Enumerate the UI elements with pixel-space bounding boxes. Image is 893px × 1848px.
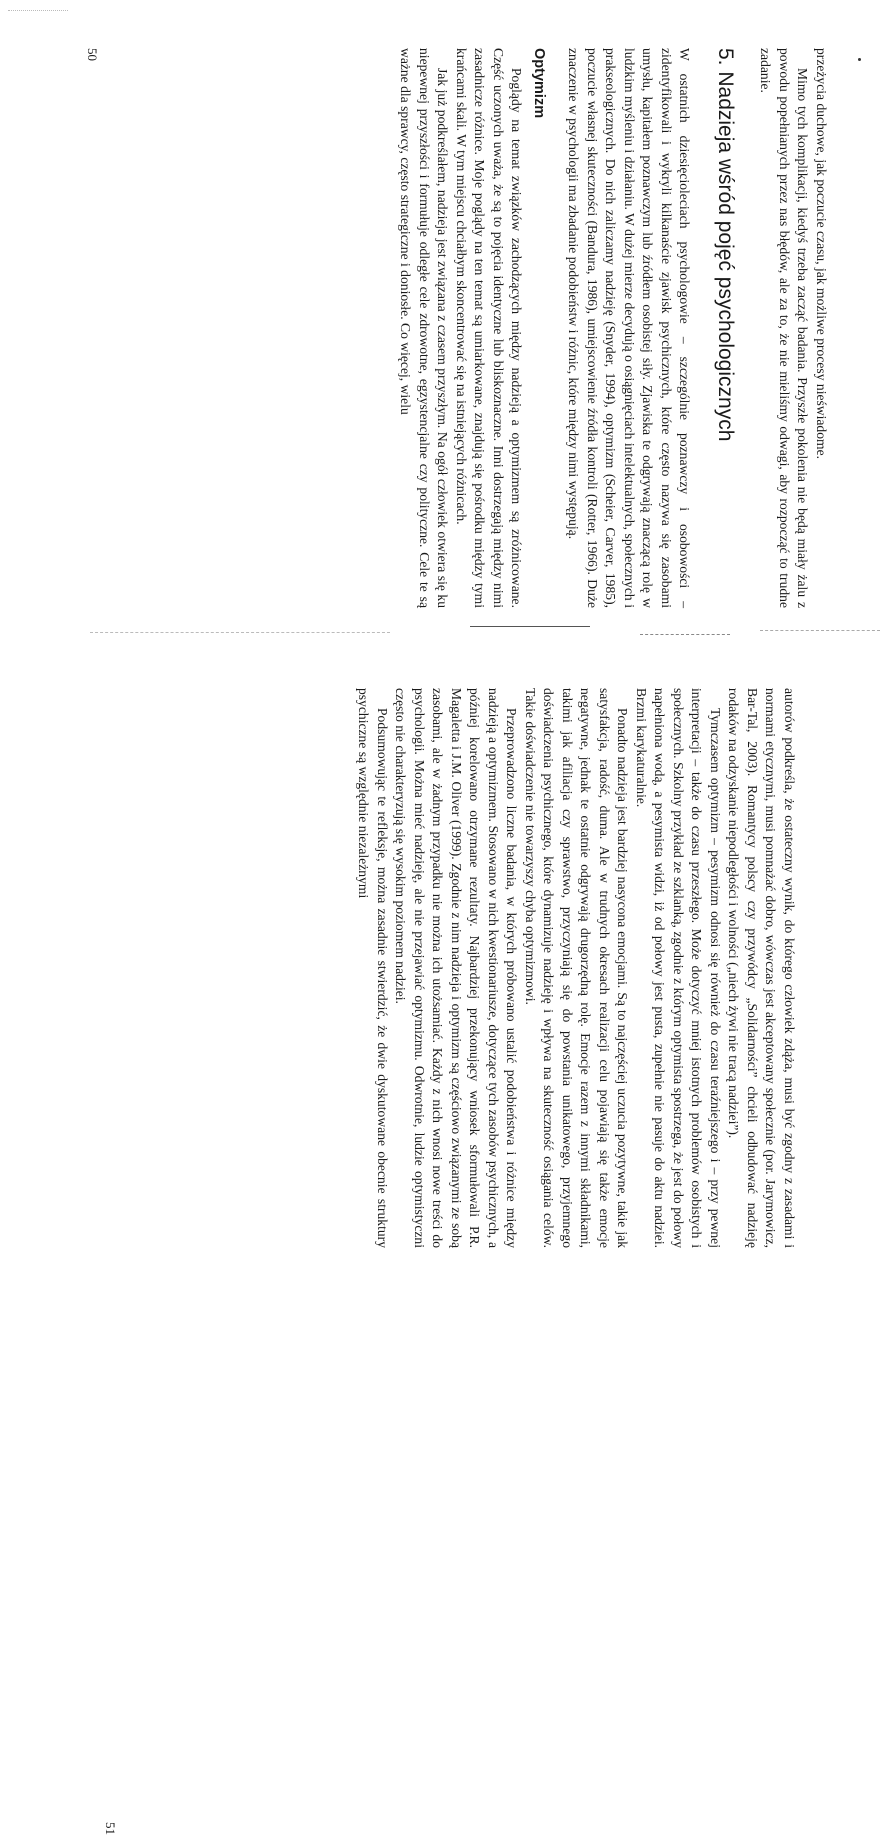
paragraph: przeżycia duchowe, jak poczucie czasu, jak możliwe procesy nieświadome. bbox=[814, 48, 829, 460]
page-text-column bbox=[354, 688, 798, 1248]
paragraph: W ostatnich dziesięcioleciach psychologowie – szczególnie poznawczy i osobowości – zidentyfikowali i wykryli kilkanaście zjawisk psychicznych, które często nazywa się zasobami umysłu, kapitałem poznawczym lub źródłem osobistej siły. Zjawiska te odgrywają znaczącą rolę w ludzkim myśleniu i działaniu. W dużej mierze decydują o osiągnięciach intelektualnych, społecznych i prakseologicznych. Do nich zaliczamy nadzieję (Snyder, 1994), optymizm (Scheier, Carver, 1985), poczucie własnej skuteczności (Bandura, 1986), umiejscowienie źródła kontroli (Rotter, 1966). Duże znaczenie w psychologii ma zbadanie podobieństw i różnic, które między nimi występują. bbox=[566, 48, 693, 608]
paragraph: Mimo tych komplikacji, kiedyś trzeba zacząć badania. Przyszłe pokolenia nie będą miały żalu z powodu popełnianych przez nas błędów, ale za to, że nie mieliśmy odwagi, aby rozpocząć to trudne zadanie. bbox=[758, 48, 811, 608]
page-text-column bbox=[396, 48, 830, 608]
paragraph: Podsumowując te refleksje, można zasadnie stwierdzić, że dwie dyskutowane obecnie struktury psychiczne są względnie niezależnymi bbox=[356, 688, 390, 1248]
paragraph: Przeprowadzono liczne badania, w których próbowano ustalić podobieństwa i różnice między nadzieją a optymizmem. Stosowano w nich kwestionariusze, dotyczące tych zasobów psychicznych, a później korelowano otrzymane rezultaty. Najbardziej przekonujący wniosek sformułowali P.R. Magaletta i J.M. Oliver (1999). Zgodnie z nim nadzieja i optymizm są częściowo związanymi ze sobą zasobami, ale w żadnym przypadku nie można ich utożsamiać. Każdy z nich wnosi nowe treści do psychologii. Można mieć nadzieję, ale nie przejawiać optymizmu. Odwrotnie, ludzie optymistyczni często nie charakteryzują się wysokim poziomem nadziei. bbox=[393, 688, 520, 1248]
paragraph: Tymczasem optymizm – pesymizm odnosi się również do czasu teraźniejszego i – przy pewnej interpretacji – także do czasu przeszłego. Może dotyczyć mniej istotnych problemów osobistych i społecznych. Szkolny przykład ze szklanką, zgodnie z którym optymista spostrzega, że jest do połowy napełniona wodą, a pesymista widzi, iż od połowy jest pusta, zupełnie nie pasuje do aktu nadziei. Brzmi karykaturalnie. bbox=[634, 688, 723, 1248]
scan-edge-marks bbox=[8, 10, 68, 13]
page-number: 50 bbox=[85, 48, 100, 61]
paragraph: Poglądy na temat związków zachodzących między nadzieją a optymizmem są zróżnicowane. Część uczonych uważa, że są to pojęcia identyczne lub bliskoznaczne. Inni dostrzegają między nimi zasadnicze różnice. Moje poglądy na ten temat są umiarkowane, znajdują się pośrodku między tymi krańcami skali. W tym miejscu chciałbym skoncentrować się na istniejących różnicach. bbox=[454, 48, 525, 608]
page-number: 51 bbox=[103, 1822, 118, 1835]
paragraph: autorów podkreśla, że ostateczny wynik, do którego człowiek zdąża, musi być zgodny z zasadami i normami etycznymi, musi pomnażać dobro, wówczas jest akceptowany społecznie (por. Jarymowicz, Bar-Tal, 2003). Romantycy polscy czy przywódcy „Solidarności” chcieli odbudować nadzieję rodaków na odzyskanie niepodległości i wolności („niech żywi nie tracą nadziei”). bbox=[726, 688, 797, 1248]
paragraph: Ponadto nadzieja jest bardziej nasycona emocjami. Są to najczęściej uczucia pozytywne, takie jak satysfakcja, radość, duma. Ale w trudnych okresach realizacji celu pojawiają się także emocje negatywne, jednak te ostatnie odgrywają drugorzędną rolę. Emocje razem z innymi składnikami, takimi jak afiliacja czy sprawstwo, przyczyniają się do powstania unikatowego, przyjemnego doświadczenia psychicznego, które dynamizuje nadzieję i wpływa na skuteczność osiągania celów. Takie doświadczenie nie towarzyszy chyba optymizmowi. bbox=[523, 688, 631, 1248]
paragraph: Jak już podkreślałem, nadzieja jest związana z czasem przyszłym. Na ogół człowiek otwiera się ku niepewnej przyszłości i formułuje odległe cele zdrowotne, egzystencjalne czy polityczne. Cele te są ważne dla sprawcy, często strategiczne i doniosłe. Co więcej, wielu bbox=[398, 48, 451, 608]
section-title: Optymizm bbox=[531, 48, 547, 119]
chapter-title: 5. Nadzieja wśród pojęć psychologicznych bbox=[714, 48, 737, 442]
scan-speck bbox=[858, 58, 861, 61]
page-fold-line bbox=[470, 620, 893, 650]
